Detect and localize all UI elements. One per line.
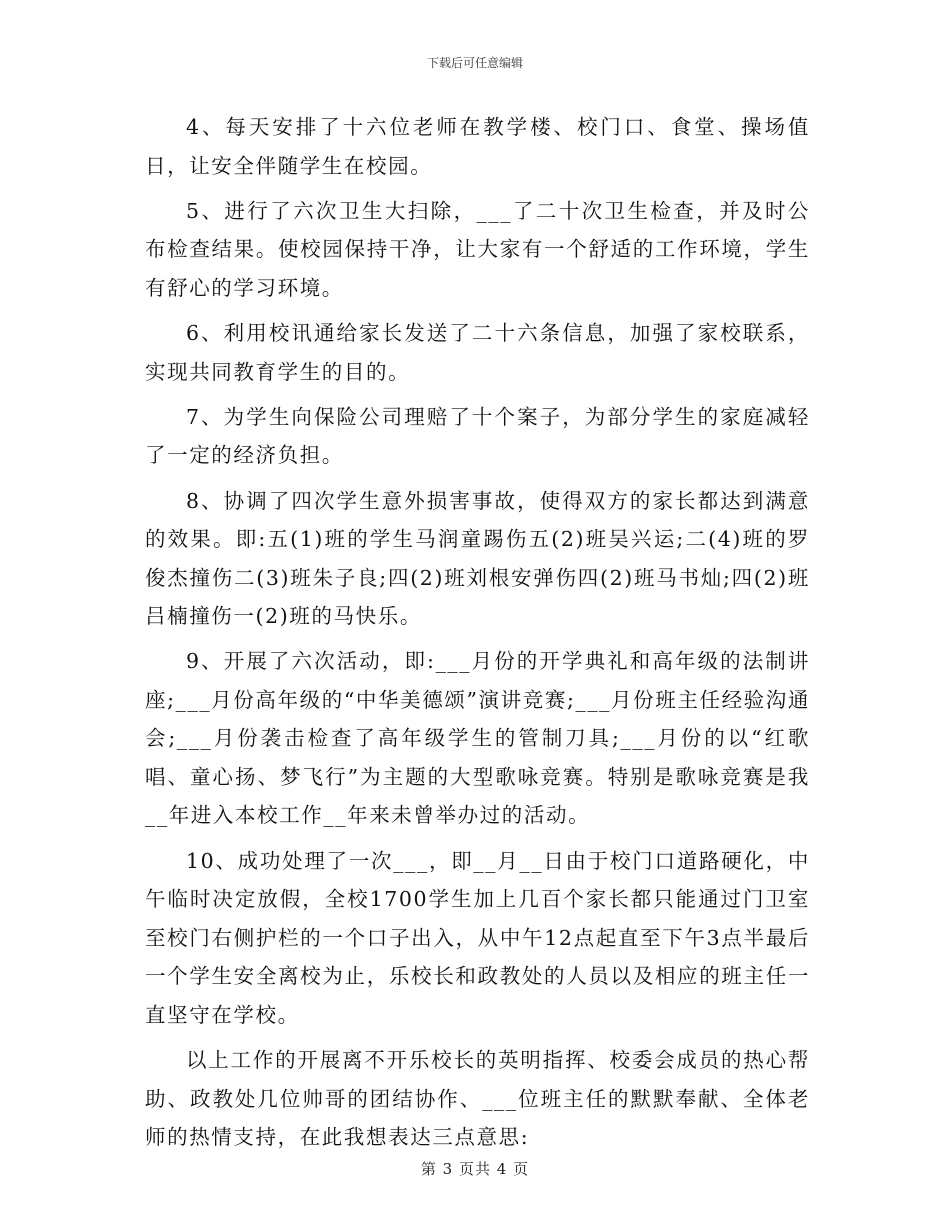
paragraph-item-8: 8、协调了四次学生意外损害事故，使得双方的家长都达到满意的效果。即:五(1)班的学生马润童踢伤五(2)班吴兴运;二(4)班的罗俊杰撞伤二(3)班朱子良;四(2)班刘根安弹伤四(2)班马书灿;四(2)班吕楠撞伤一(2)班的马快乐。: [145, 488, 810, 629]
paragraph-item-5: 5、进行了六次卫生大扫除，___了二十次卫生检查，并及时公布检查结果。使校园保持干净，让大家有一个舒适的工作环境，学生有舒心的学习环境。: [145, 198, 810, 300]
paragraph-item-7: 7、为学生向保险公司理赔了十个案子，为部分学生的家庭减轻了一定的经济负担。: [145, 404, 810, 468]
document-body: [145, 108, 810, 1163]
paragraph-item-10: 10、成功处理了一次___，即__月__日由于校门口道路硬化，中午临时决定放假，全校1700学生加上几百个家长都只能通过门卫室至校门右侧护栏的一个口子出入，从中午12点起直至下午3点半最后一个学生安全离校为止，乐校长和政教处的人员以及相应的班主任一直坚守在学校。: [145, 848, 810, 1027]
page-number: 第 3 页共 4 页: [420, 1160, 530, 1178]
page-header: 下载后可任意编辑: [426, 56, 523, 70]
paragraph-item-4: 4、每天安排了十六位老师在教学楼、校门口、食堂、操场值日，让安全伴随学生在校园。: [145, 115, 810, 178]
paragraph-item-6: 6、利用校讯通给家长发送了二十六条信息，加强了家校联系，实现共同教育学生的目的。: [145, 321, 810, 384]
paragraph-summary: 以上工作的开展离不开乐校长的英明指挥、校委会成员的热心帮助、政教处几位帅哥的团结协作、___位班主任的默默奉献、全体老师的热情支持，在此我想表达三点意思:: [145, 1048, 810, 1150]
paragraph-item-9: 9、开展了六次活动，即:___月份的开学典礼和高年级的法制讲座;___月份高年级的“中华美德颂”演讲竞赛;___月份班主任经验沟通会;___月份袭击检查了高年级学生的管制刀具;___月份的以“红歌唱、童心扬、梦飞行”为主题的大型歌咏竞赛。特别是歌咏竞赛是我__年进入本校工作__年来未曾举办过的活动。: [145, 649, 810, 828]
